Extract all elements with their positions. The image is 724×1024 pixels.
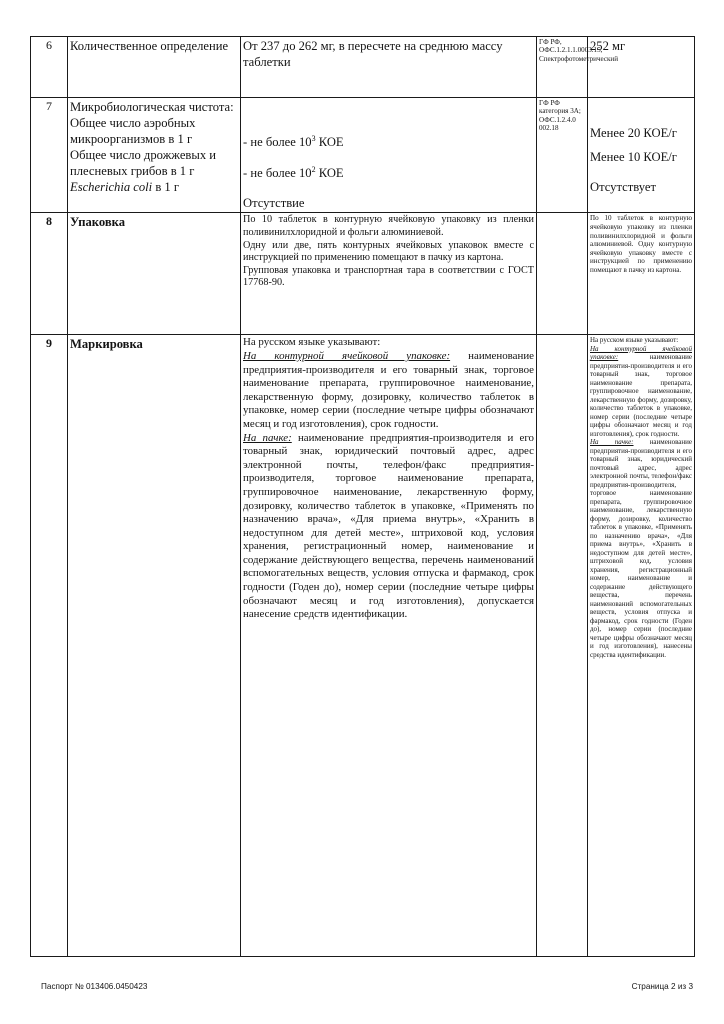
microbiology-title: Микробиологическая чистота:: [70, 100, 234, 114]
test-result: По 10 таблеток в контурную ячейковую упаковку из пленки поливинилхлоридной и фольги алюминиевой. Одну контурную ячейковую упаковку вместе с инструкцией по применению помещают в пачку из картона.: [588, 213, 695, 335]
row-number: 7: [31, 98, 68, 213]
requirement: [241, 213, 537, 335]
ecoli-species: Escherichia coli: [70, 180, 153, 194]
aerobic-count-name: Общее число аэробных микроорганизмов в 1 г: [70, 116, 196, 146]
row-number: 9: [31, 335, 68, 957]
packaging-paragraph: По 10 таблеток в контурную ячейковую упаковку из пленки поливинилхлоридной и фольги алюминиевой.: [243, 214, 534, 238]
ecoli-limit: Отсутствие: [243, 196, 305, 211]
packaging-paragraph: Одну или две, пять контурных ячейковых упаковок вместе с инструкцией по применению помещают в пачку из картона.: [243, 239, 534, 264]
indicator-name: Количественное определение: [68, 37, 241, 98]
indicator-name: Маркировка: [68, 335, 241, 957]
table-row: [31, 335, 695, 957]
test-result: [588, 335, 695, 957]
table-row: [31, 98, 695, 213]
page-number: Страница 2 из 3: [631, 982, 693, 991]
labeling-intro: На русском языке указывают:: [590, 336, 679, 345]
packaging-paragraph: Групповая упаковка и транспортная тара в соответствии с ГОСТ 17768-90.: [243, 264, 534, 289]
test-method: [537, 213, 588, 335]
indicator-name: Упаковка: [68, 213, 241, 335]
labeling-pack: На пачке: наименование предприятия-производителя и его товарный знак, юридический почтовый адрес, адрес электронной почты, телефон/факс предприятия-производителя, торговое наименование препарата, группировочное наименование, лекарственную форму, дозировку, количество таблеток в упаковке, «Применять по назначению врача», «Для приема внутрь», «Хранить в недоступном для детей месте», штриховой код, условия хранения, регистрационный номер, наименование и содержание действующего вещества, перечень наименований вспомогательных веществ, условия отпуска и фармакод, срок годности (Годен до), номер серии (последние четыре цифры обозначают месяц и год изготовления), нанесены средства идентификации.: [590, 438, 692, 659]
test-result: 252 мг: [588, 37, 695, 98]
labeling-pack: На пачке: наименование предприятия-производителя и его товарный знак, юридический почтовый адрес, адрес электронной почты, телефон/факс предприятия-производителя, торговое наименование препарата, группировочное наименование, лекарственную форму, дозировку, количество таблеток в упаковке, «Применять по назначению врача», «Для приема внутрь», «Хранить в недоступном для детей месте», штриховой код, условия хранения, регистрационный номер, наименование и содержание действующего вещества, перечень наименований вспомогательных веществ, условия отпуска и фармакод, срок годности (Годен до), номер серии (последние четыре цифры обозначают месяц и год изготовления), допускается нанесение средств идентификации.: [243, 431, 534, 621]
indicator-name: [68, 98, 241, 213]
requirement: [241, 335, 537, 957]
yeast-mold-result: Менее 10 КОЕ/г: [590, 150, 677, 164]
yeast-mold-limit: - не более $10^2$ КОЕ: [243, 165, 344, 181]
aerobic-result: Менее 20 КОЕ/г: [590, 126, 677, 140]
specification-table: [30, 36, 695, 957]
aerobic-limit: - не более $10^3$ КОЕ: [243, 134, 344, 150]
test-method: ГФ РФ, ОФС.1.2.1.1.0003.15, Спектрофотометрический: [537, 37, 588, 98]
ecoli-suffix: в 1 г: [152, 180, 180, 194]
requirement: [241, 98, 537, 213]
table-row: [31, 213, 695, 335]
table-row: [31, 37, 695, 98]
ecoli-result: Отсутствует: [590, 180, 656, 194]
passport-number: Паспорт № 013406.0450423: [41, 982, 148, 991]
labeling-blister: На контурной ячейковой упаковке: наименование предприятия-производителя и его товарный знак, торговое наименование препарата, группировочное наименование, лекарственную форму, дозировку, количество таблеток в упаковке, номер серии (последние четыре цифры обозначают месяц и год изготовления), срок годности.: [590, 344, 692, 438]
test-method: [537, 335, 588, 957]
row-number: 6: [31, 37, 68, 98]
labeling-intro: На русском языке указывают:: [243, 336, 381, 349]
ecoli-name: [70, 179, 238, 195]
test-method: ГФ РФ категория 3А; ОФС.1.2.4.0 002.18: [537, 98, 588, 213]
row-number: 8: [31, 213, 68, 335]
requirement: От 237 до 262 мг, в пересчете на среднюю массу таблетки: [241, 37, 537, 98]
test-result: [588, 98, 695, 213]
yeast-mold-name: Общее число дрожжевых и плесневых грибов в 1 г: [70, 148, 217, 178]
labeling-blister: На контурной ячейковой упаковке: наименование предприятия-производителя и его товарный знак, торговое наименование препарата, группировочное наименование, лекарственную форму, дозировку, количество таблеток в упаковке, номер серии (последние четыре цифры обозначают месяц и год изготовления), срок годности.: [243, 349, 534, 430]
